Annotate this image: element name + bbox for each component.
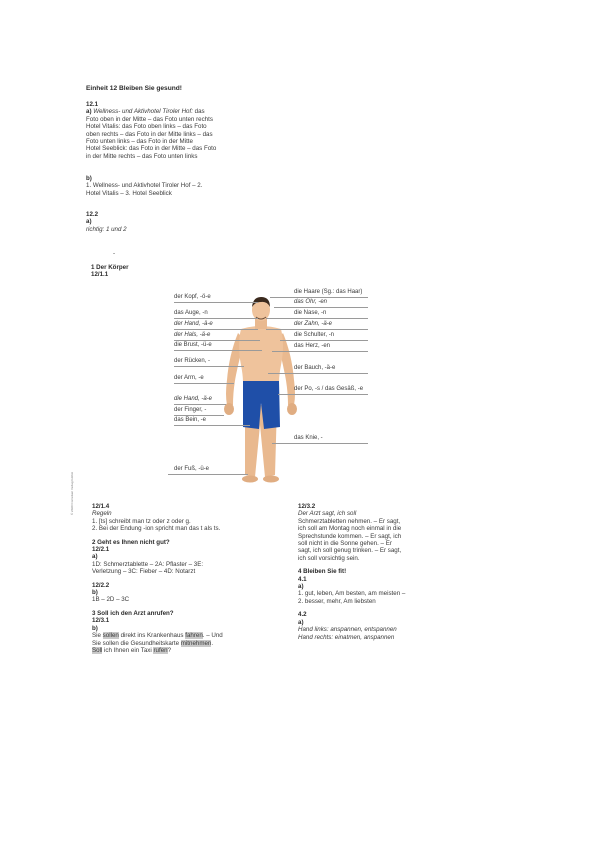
section-heading: 3 Soll ich den Arzt anrufen? (92, 609, 174, 617)
label-a: a) (86, 218, 92, 226)
text: . (211, 639, 214, 647)
body-label: der Fuß, -ü-e (174, 466, 210, 472)
section-heading: 2 Geht es Ihnen nicht gut? (92, 538, 170, 546)
body-label: das Bein, -e (174, 417, 207, 423)
highlighted-word: rufen (153, 646, 168, 654)
text: . – Und (202, 632, 223, 640)
pointer-line (268, 373, 368, 374)
pointer-line (266, 318, 368, 319)
section-heading: 4 Bleiben Sie fit! (298, 568, 347, 576)
pointer-line (274, 307, 368, 308)
subheading: Regeln (92, 510, 112, 518)
answer-line: Hand links: anspannen, entspannen (298, 626, 397, 634)
text: ich Ihnen ein Taxi (102, 646, 154, 654)
answer-a-line (86, 108, 216, 115)
body-label: die Nase, -n (294, 310, 327, 316)
pointer-line (174, 366, 244, 367)
label-a: a) (298, 583, 304, 591)
pointer-line (272, 443, 368, 444)
body-label: der Finger, - (174, 407, 207, 413)
answer-line: ich soll vorsichtig sein. (298, 554, 360, 562)
body-label: der Rücken, - (174, 358, 211, 364)
pointer-line (272, 351, 368, 352)
answer-line: sagt, ich soll genug trinken. – Er sagt, (298, 547, 402, 555)
pointer-line (174, 415, 224, 416)
answer-line: 1D: Schmerztablette – 2A: Pflaster – 3E: (92, 560, 204, 568)
body-label: der Kopf, -ö-e (174, 294, 211, 300)
copyright-text: © 2020 Cornelsen Verlag GmbH (70, 471, 74, 515)
body-label: das Auge, -n (174, 310, 208, 316)
section-12-1 (86, 101, 216, 160)
label-a: a) (92, 553, 98, 561)
highlighted-word: Soll (92, 646, 103, 654)
pointer-line (174, 350, 262, 351)
hotel-name: Wellness- und Aktivhotel Tiroler Hof: (93, 108, 193, 116)
answer-line: Schmerztabletten nehmen. – Er sagt, (298, 517, 401, 525)
label-a: a) (298, 618, 304, 626)
answer-line: 1. Wellness- und Aktivhotel Tiroler Hof – 2. (86, 182, 203, 190)
answer-line: Hand rechts: einatmen, anspannen (298, 633, 395, 641)
answer-line: 1. [ts] schreibt man tz oder z oder g. (92, 517, 191, 525)
right-column (298, 503, 405, 641)
pointer-line (174, 302, 258, 303)
answer-line: Der Arzt sagt, ich soll (298, 510, 357, 518)
answer-line: 1B – 2D – 3C (92, 596, 130, 604)
section-number: 12/1.1 (91, 271, 109, 279)
section-number: 12.1 (86, 101, 99, 108)
text: direkt ins Krankenhaus (118, 632, 186, 640)
body-label: der Arm, -e (174, 375, 204, 381)
answer-line: oben rechts – das Foto in der Mitte links – das (86, 130, 213, 138)
label-b: b) (92, 589, 98, 597)
answer-line: richtig: 1 und 2 (86, 225, 127, 233)
body-label: der Hand, -ä-e (174, 321, 213, 327)
answer-line: 2. Bei der Endung -ion spricht man das t als ts. (92, 525, 221, 533)
answer-line: Hotel Vitalis – 3. Hotel Seeblick (86, 189, 172, 197)
section-number: 4.2 (298, 611, 307, 619)
pointer-line (174, 383, 234, 384)
label-a: a) (86, 108, 92, 116)
body-label: die Hand, -ä-e (174, 396, 213, 402)
text: Sie sollen die Gesundheitskarte (92, 639, 181, 647)
label-b: b) (92, 624, 98, 632)
body-label: das Herz, -en (294, 343, 331, 349)
body-label: der Hals, -ä-e (174, 332, 211, 338)
left-column (92, 503, 223, 654)
answer-line: Hotel Seeblick: das Foto in der Mitte – das Foto (86, 145, 217, 153)
pointer-line (174, 340, 260, 341)
answer-line (92, 632, 223, 639)
highlighted-word: sollen (102, 632, 119, 640)
section-body (91, 264, 128, 279)
section-number: 12/1.4 (92, 503, 110, 510)
pointer-line (278, 394, 368, 395)
pointer-line (270, 297, 368, 298)
section-number: 12/3.2 (298, 503, 316, 510)
highlighted-word: mitnehmen (180, 639, 212, 647)
section-number: 12/3.1 (92, 617, 110, 625)
answer-line (92, 640, 223, 647)
pointer-line (266, 329, 368, 330)
answer-line: Sprechstunde kommen. – Er sagt, ich (298, 532, 402, 540)
side-copyright (70, 465, 76, 515)
highlighted-word: fahren (185, 632, 203, 640)
text: ? (167, 646, 172, 654)
body-label: das Ohr, -en (294, 299, 328, 305)
dash-mark: - (113, 250, 116, 257)
body-label: die Schulter, -n (294, 332, 335, 338)
answer-line: 1. gut, leben, Am besten, am meisten – (298, 590, 406, 598)
text: das (194, 108, 205, 116)
answer-line: ich soll am Montag noch einmal in die (298, 525, 402, 533)
body-label: der Zahn, -ä-e (294, 321, 333, 327)
page-title: Einheit 12 Bleiben Sie gesund! (86, 85, 182, 92)
section-number: 12.2 (86, 211, 99, 218)
answer-line (92, 647, 223, 654)
pointer-line (174, 329, 258, 330)
pointer-line (174, 404, 226, 405)
pointer-line (174, 425, 250, 426)
pointer-line (280, 340, 368, 341)
section-number: 12/2.2 (92, 581, 110, 589)
body-label: die Brust, -ü-e (174, 342, 212, 348)
answer-line: 2. besser, mehr, Am liebsten (298, 597, 376, 605)
section-number: 4.1 (298, 575, 307, 583)
pointer-line (174, 318, 258, 319)
answer-line: Hotel Vitalis: das Foto oben links – das Foto (86, 123, 207, 131)
answer-line: Verletzung – 3C: Fieber – 4D: Notarzt (92, 568, 196, 576)
answer-line: Foto unten links – das Foto in der Mitte (86, 138, 193, 146)
answer-line: Foto oben in der Mitte – das Foto unten rechts (86, 115, 213, 123)
text: Sie (92, 632, 103, 640)
body-label: das Knie, - (294, 435, 323, 441)
answer-line: soll nicht in die Sonne gehen. – Er (298, 540, 392, 548)
section-12-1-b (86, 175, 202, 197)
body-label: der Po, -s / das Gesäß, -e (294, 386, 364, 392)
answer-line: in der Mitte rechts – das Foto unten links (86, 152, 198, 160)
body-label: die Haare (Sg.: das Haar) (294, 289, 363, 295)
section-heading: 1 Der Körper (91, 264, 129, 271)
section-12-2 (86, 211, 127, 233)
pointer-line (168, 474, 248, 475)
body-label: der Bauch, -ä-e (294, 365, 336, 371)
section-number: 12/2.1 (92, 546, 110, 554)
label-b: b) (86, 175, 92, 182)
